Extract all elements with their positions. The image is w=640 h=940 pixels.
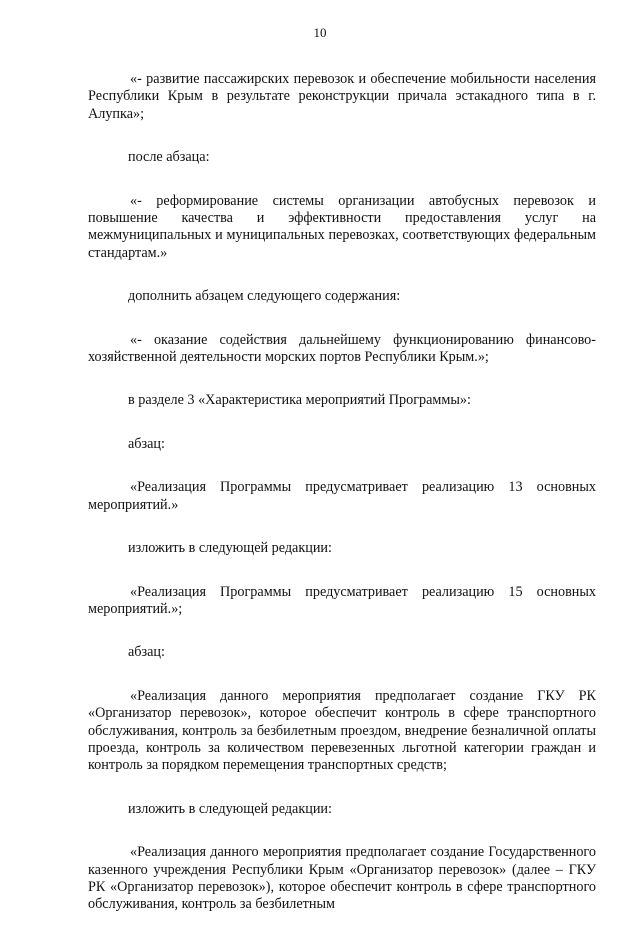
page-number: 10 <box>313 25 327 40</box>
paragraph-quote-passenger-transport: «- развитие пассажирских перевозок и обеспечение мобильности населения Республики Крым в результате реконструкции причала эстакадного типа в г. Алупка»; <box>88 71 596 122</box>
paragraph-quote-15-measures: «Реализация Программы предусматривает реализацию 15 основных мероприятий.»; <box>88 583 596 617</box>
document-body <box>88 71 596 940</box>
paragraph-after-paragraph: после абзаца: <box>128 149 210 166</box>
paragraph-quote-gku-old: «Реализация данного мероприятия предполагает создание ГКУ РК «Организатор перевозок», которое обеспечит контроль в сфере транспортного обслуживания, контроль за безбилетным проездом, внедрение безналичной оплаты проезда, контроль за количеством перевезенных льготной категории граждан и контроль за порядком перемещения транспортных средств; <box>88 687 596 774</box>
paragraph-quote-gku-new: «Реализация данного мероприятия предполагает создание Государственного казенного учреждения Республики Крым «Организатор перевозок» (далее – ГКУ РК «Организатор перевозок»), которое обеспечит контроль в сфере транспортного обслуживания, контроль за безбилетным <box>88 844 596 913</box>
paragraph-restate-1: изложить в следующей редакции: <box>128 540 332 557</box>
paragraph-abzac-2: абзац: <box>128 644 165 661</box>
paragraph-quote-13-measures: «Реализация Программы предусматривает реализацию 13 основных мероприятий.» <box>88 479 596 513</box>
paragraph-restate-2: изложить в следующей редакции: <box>128 800 332 817</box>
paragraph-add-instruction: дополнить абзацем следующего содержания: <box>128 288 401 305</box>
paragraph-quote-bus-reform: «- реформирование системы организации автобусных перевозок и повышение качества и эффективности предоставления услуг на межмуниципальных и муниципальных перевозках, соответствующих федеральным стандартам.» <box>88 192 596 261</box>
paragraph-abzac-1: абзац: <box>128 435 165 452</box>
paragraph-section-3: в разделе 3 «Характеристика мероприятий Программы»: <box>128 392 471 409</box>
paragraph-quote-sea-ports: «- оказание содействия дальнейшему функционированию финансово-хозяйственной деятельности морских портов Республики Крым.»; <box>88 331 596 366</box>
